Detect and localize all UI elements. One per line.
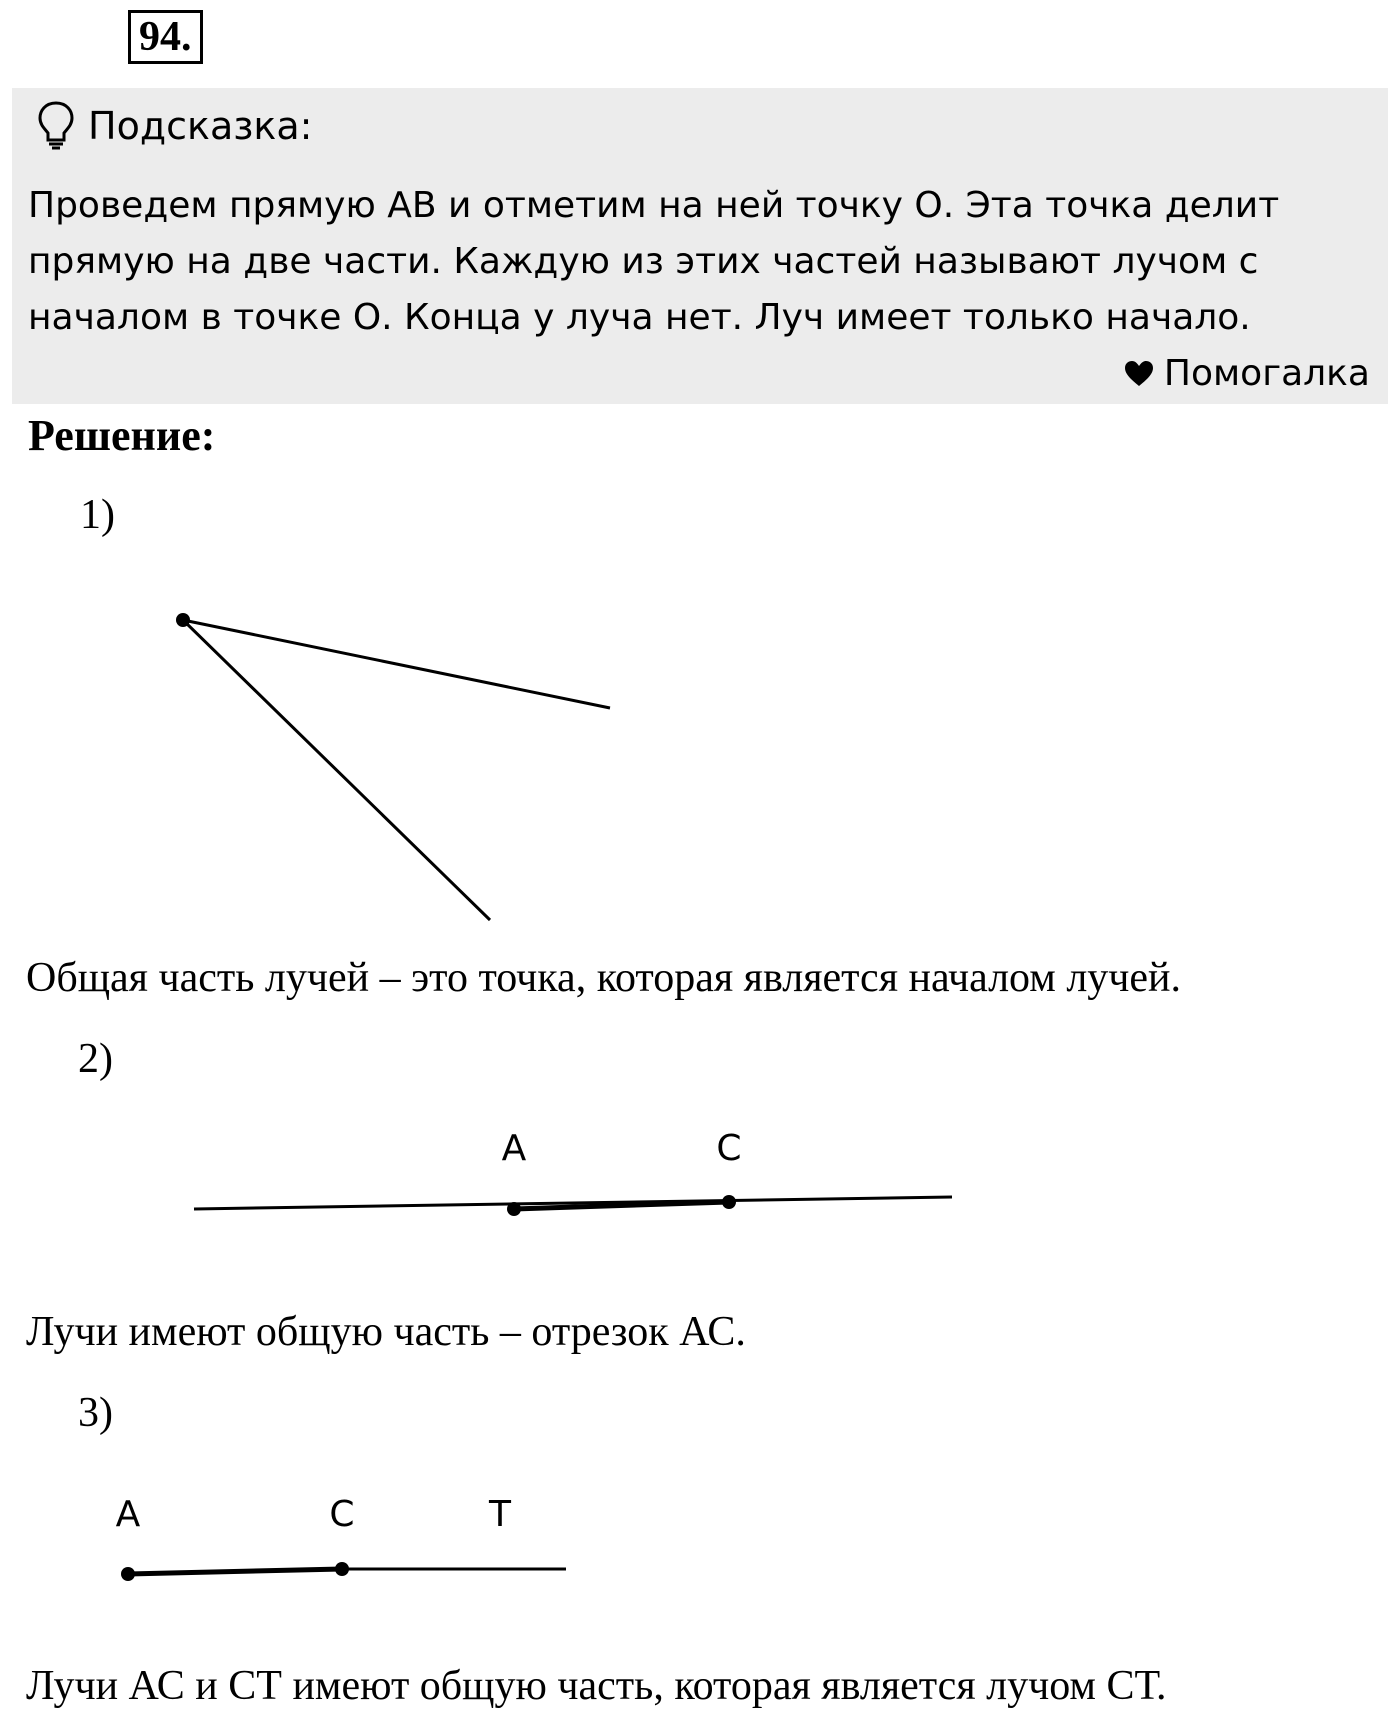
lightbulb-icon — [36, 100, 76, 150]
step-2-label: 2) — [78, 1036, 113, 1082]
heart-icon — [1124, 360, 1154, 388]
brand-label: Помогалка — [1163, 353, 1370, 394]
hint-line: началом в точке О. Конца у луча нет. Луч имеет только начало. — [28, 297, 1251, 338]
step-1-figure — [0, 600, 1400, 930]
step-2-figure — [0, 1130, 1400, 1250]
ray-ac — [128, 1569, 342, 1574]
problem-number: 94. — [128, 10, 203, 64]
step-2-text: Лучи имеют общую часть – отрезок АС. — [26, 1309, 746, 1355]
step-3-text: Лучи АС и СТ имеют общую часть, которая является лучом СТ. — [26, 1663, 1167, 1709]
step-3-label: 3) — [78, 1390, 113, 1436]
hint-line: Проведем прямую AB и отметим на ней точку О. Эта точка делит — [28, 185, 1280, 226]
point-c — [335, 1562, 349, 1576]
hint-box — [12, 88, 1388, 404]
point-c-label: C — [716, 1128, 742, 1169]
point-t-label: T — [489, 1494, 511, 1535]
point-c — [722, 1195, 736, 1209]
point-a-label: A — [115, 1494, 141, 1535]
ray-1 — [183, 620, 610, 708]
step-3-figure — [0, 1490, 1400, 1600]
solution-heading: Решение: — [28, 411, 216, 460]
hint-line: прямую на две части. Каждую из этих частей называют лучом с — [28, 241, 1259, 282]
vertex-point — [176, 613, 190, 627]
ray-2 — [183, 620, 490, 920]
step-1-label: 1) — [80, 492, 115, 538]
point-a — [121, 1567, 135, 1581]
hint-text — [28, 178, 1358, 346]
point-a — [507, 1202, 521, 1216]
brand-badge — [1124, 350, 1370, 398]
point-c-label: C — [329, 1494, 355, 1535]
hint-title: Подсказка: — [88, 104, 313, 148]
point-a-label: A — [501, 1128, 527, 1169]
step-1-text: Общая часть лучей – это точка, которая является началом лучей. — [26, 955, 1182, 1001]
